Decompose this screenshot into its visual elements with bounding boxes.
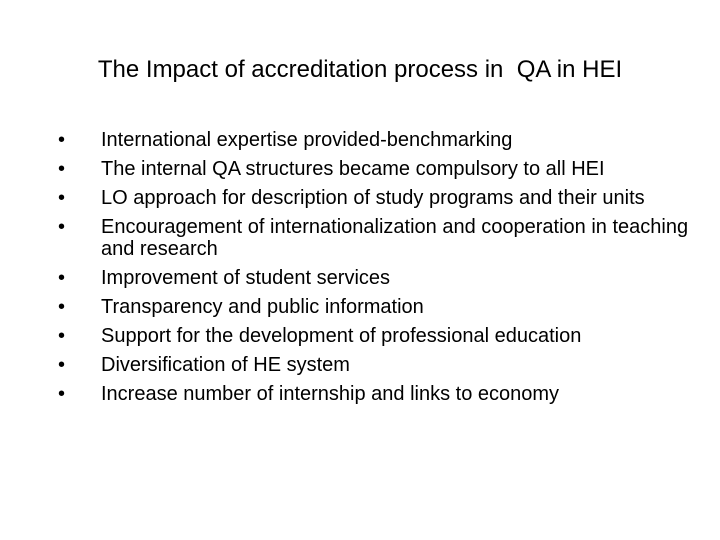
bullet-icon: • — [58, 383, 66, 405]
list-item — [58, 267, 698, 289]
list-item — [58, 129, 698, 151]
list-item — [58, 325, 698, 347]
list-item-text: LO approach for description of study programs and their units — [101, 187, 645, 209]
list-item — [58, 383, 698, 405]
bullet-list — [58, 129, 698, 412]
list-item-text: International expertise provided-benchmarking — [101, 129, 513, 151]
list-item — [58, 216, 698, 260]
list-item-text: Encouragement of internationalization and cooperation in teaching and research — [101, 216, 689, 260]
list-item-text: The internal QA structures became compulsory to all HEI — [101, 158, 605, 180]
bullet-icon: • — [58, 296, 66, 318]
list-item — [58, 296, 698, 318]
list-item — [58, 158, 698, 180]
bullet-icon: • — [58, 216, 66, 238]
list-item-text: Increase number of internship and links to economy — [101, 383, 560, 405]
list-item-text: Support for the development of professional education — [101, 325, 582, 347]
list-item-text: Transparency and public information — [101, 296, 424, 318]
slide-title: The Impact of accreditation process in QA in HEI — [97, 56, 623, 83]
bullet-icon: • — [58, 354, 66, 376]
bullet-icon: • — [58, 267, 66, 289]
bullet-icon: • — [58, 129, 66, 151]
bullet-icon: • — [58, 325, 66, 347]
list-item — [58, 187, 698, 209]
list-item-text: Diversification of HE system — [101, 354, 350, 376]
bullet-icon: • — [58, 187, 66, 209]
list-item — [58, 354, 698, 376]
list-item-text: Improvement of student services — [101, 267, 391, 289]
bullet-icon: • — [58, 158, 66, 180]
